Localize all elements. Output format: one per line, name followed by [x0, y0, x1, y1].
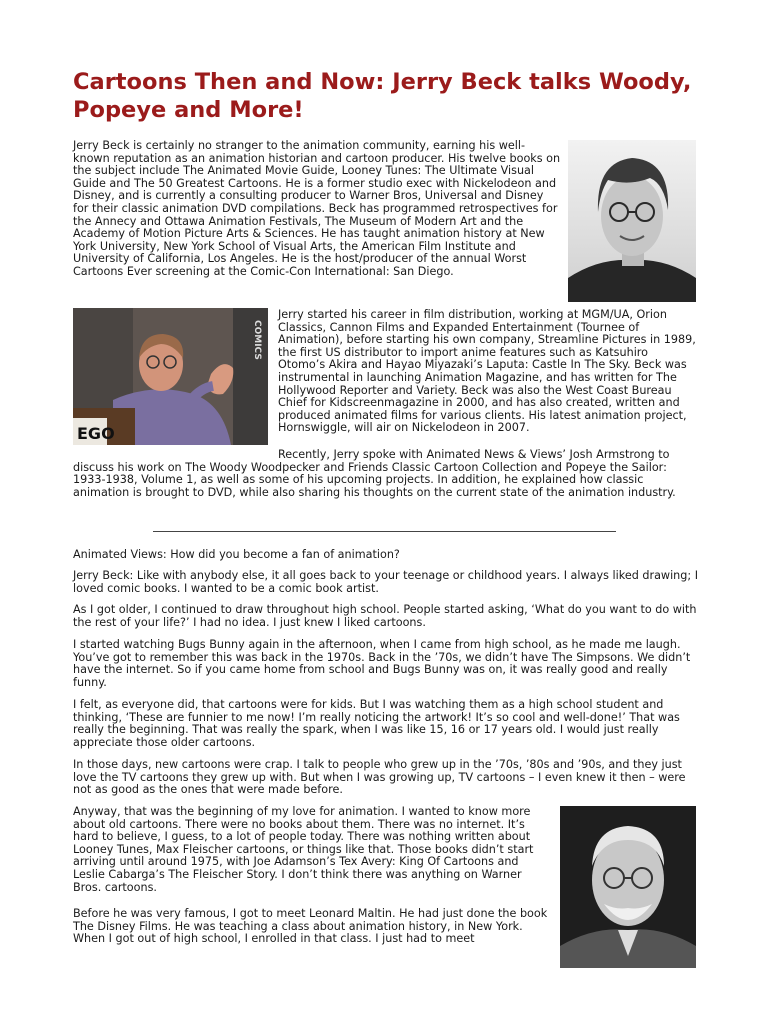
article-title: Cartoons Then and Now: Jerry Beck talks Woody, Popeye and More! — [73, 69, 692, 123]
interview-answer-paragraph: I felt, as everyone did, that cartoons were for kids. But I was watching them as a high school student and thinking, ‘These are funnier to me now! I’m really noticing the artwork! It’s so cool and well-done!’ That was really the beginning. That was really the spark, when I was like 15, 16 or 17 years old. I would just really appreciate those older cartoons. — [73, 698, 680, 749]
career-paragraph: Jerry started his career in film distribution, working at MGM/UA, Orion Classics, Cannon Films and Expanded Entertainment (Tournee of Animation), before starting his own company, Streamline Pictures in 1989, the first US distributor to import anime features such as Katsuhiro Otomo’s Akira and Hayao Miyazaki’s Laputa: Castle In The Sky. Beck was instrumental in launching Animation Magazine, and has written for The Hollywood Reporter and Variety. Beck was also the West Coast Bureau Chief for Kidscreenmagazine in 2000, and has also created, written and produced animated films for various clients. His latest animation project, Hornswiggle, will air on Nickelodeon in 2007. — [278, 308, 696, 435]
banner-text: COMICS — [252, 320, 262, 360]
interview-question: Animated Views: How did you become a fan of animation? — [73, 548, 400, 561]
interview-answer-paragraph: In those days, new cartoons were crap. I talk to people who grew up in the ’70s, ’80s and ’90s, and they just love the TV cartoons they grew up with. But when I was growing up, TV cartoons – I even knew it then – were not as good as the ones that were made before. — [73, 758, 686, 797]
sign-text: EGO — [77, 424, 115, 443]
interview-answer-paragraph: Before he was very famous, I got to meet Leonard Maltin. He had just done the book The Disney Films. He was teaching a class about animation history, in New York. When I got out of high school, I enrolled in that class. I just had to meet — [73, 907, 548, 946]
interview-answer-paragraph: Anyway, that was the beginning of my love for animation. I wanted to know more about old cartoons. There were no books about them. There was no internet. It’s hard to believe, I guess, to a lot of people today. There was nothing written about Looney Tunes, Max Fleischer cartoons, or things like that. Those books didn’t start arriving until around 1975, with Joe Adamson’s Tex Avery: King Of Cartoons and Leslie Cabarga’s The Fleischer Story. I don’t think there was anything on Warner Bros. cartoons. — [73, 805, 534, 894]
leonard-maltin-portrait-photo — [560, 806, 696, 968]
jerry-beck-speaking-photo — [73, 308, 268, 445]
interview-answer-paragraph: As I got older, I continued to draw throughout high school. People started asking, ‘What do you want to do with the rest of your life?’ I had no idea. I just knew I liked cartoons. — [73, 603, 697, 629]
section-divider — [153, 531, 616, 532]
interview-intro-paragraph: Recently, Jerry spoke with Animated News & Views’ Josh Armstrong to discuss his work on The Woody Woodpecker and Friends Classic Cartoon Collection and Popeye the Sailor: 1933-1938, Volume 1, as well as some of his upcoming projects. In addition, he explained how classic animation is brought to DVD, while also sharing his thoughts on the current state of the animation industry. — [73, 448, 676, 499]
interview-answer-paragraph: I started watching Bugs Bunny again in the afternoon, when I came from high school, as he made me laugh. You’ve got to remember this was back in the 1970s. Back in the ’70s, we didn’t have The Simpsons. We didn’t have the internet. So if you came home from school and Bugs Bunny was on, it was really good and really funny. — [73, 638, 691, 689]
intro-paragraph: Jerry Beck is certainly no stranger to the animation community, earning his well-known reputation as an animation historian and cartoon producer. His twelve books on the subject include The Animated Movie Guide, Looney Tunes: The Ultimate Visual Guide and The 50 Greatest Cartoons. He is a former studio exec with Nickelodeon and Disney, and is currently a consulting producer to Warner Bros, Universal and Disney for their classic animation DVD compilations. Beck has programmed retrospectives for the Annecy and Ottawa Animation Festivals, The Museum of Modern Art and the Academy of Motion Picture Arts & Sciences. He has taught animation history at New York University, New York School of Visual Arts, the American Film Institute and University of California, Los Angeles. He is the host/producer of the annual Worst Cartoons Ever screening at the Comic-Con International: San Diego. — [73, 139, 561, 278]
jerry-beck-portrait-photo — [568, 140, 696, 302]
interview-answer-paragraph: Jerry Beck: Like with anybody else, it all goes back to your teenage or childhood years. I always liked drawing; I loved comic books. I wanted to be a comic book artist. — [73, 569, 699, 595]
